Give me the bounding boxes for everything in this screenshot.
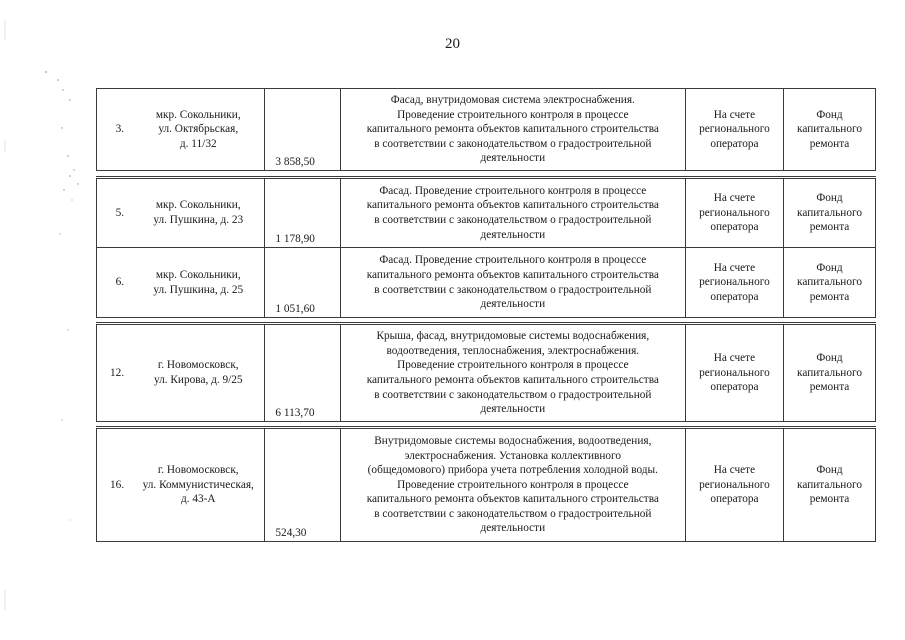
fund-cell: Фонд капитального ремонта [784,324,876,422]
amount-cell: 524,30 [265,428,340,542]
account-cell: На счете регионального оператора [685,89,783,171]
table-row [97,248,876,318]
table-block-4 [96,426,876,542]
work-description-cell: Фасад. Проведение строительного контроля в процессе капитального ремонта объектов капитального строительства в соответствии с законодательством о градостроительной деятельности [340,178,685,248]
row-number: 6. [97,248,133,318]
work-description-cell: Фасад, внутридомовая система электроснабжения. Проведение строительного контроля в процессе капитального ремонта объектов капитального строительства в соответствии с законодательством о градостроительной деятельности [340,89,685,171]
table-row [97,324,876,422]
fund-cell: Фонд капитального ремонта [784,248,876,318]
row-number: 3. [97,89,133,171]
row-number: 5. [97,178,133,248]
address-cell: г. Новомосковск, ул. Коммунистическая, д. 43-А [132,428,265,542]
table-block-3 [96,322,876,422]
work-description-cell: Фасад. Проведение строительного контроля в процессе капитального ремонта объектов капитального строительства в соответствии с законодательством о градостроительной деятельности [340,248,685,318]
table-block-2 [96,176,876,318]
account-cell: На счете регионального оператора [685,428,783,542]
amount-cell: 6 113,70 [265,324,340,422]
fund-cell: Фонд капитального ремонта [784,178,876,248]
table-block-1 [96,88,876,171]
account-cell: На счете регионального оператора [685,324,783,422]
scan-margin-specks [0,0,90,640]
fund-cell: Фонд капитального ремонта [784,89,876,171]
account-cell: На счете регионального оператора [685,178,783,248]
table-row [97,89,876,171]
work-description-cell: Крыша, фасад, внутридомовые системы водоснабжения, водоотведения, теплоснабжения, электроснабжения. Проведение строительного контроля в процессе капитального ремонта объектов капитального строительства в соответствии с законодательством о градостроительной деятельности [340,324,685,422]
amount-cell: 1 051,60 [265,248,340,318]
address-cell: мкр. Сокольники, ул. Пушкина, д. 23 [132,178,265,248]
row-number: 16. [97,428,133,542]
table-row [97,428,876,542]
amount-cell: 1 178,90 [265,178,340,248]
account-cell: На счете регионального оператора [685,248,783,318]
address-cell: г. Новомосковск, ул. Кирова, д. 9/25 [132,324,265,422]
fund-cell: Фонд капитального ремонта [784,428,876,542]
page-number: 20 [445,36,460,52]
address-cell: мкр. Сокольники, ул. Октябрьская, д. 11/32 [132,89,265,171]
work-description-cell: Внутридомовые системы водоснабжения, водоотведения, электроснабжения. Установка коллективного (общедомового) прибора учета потребления холодной воды. Проведение строительного контроля в процессе капитального ремонта объектов капитального строительства в соответствии с законодательством о градостроительной деятельности [340,428,685,542]
row-number: 12. [97,324,133,422]
address-cell: мкр. Сокольники, ул. Пушкина, д. 25 [132,248,265,318]
amount-cell: 3 858,50 [265,89,340,171]
table-row [97,178,876,248]
